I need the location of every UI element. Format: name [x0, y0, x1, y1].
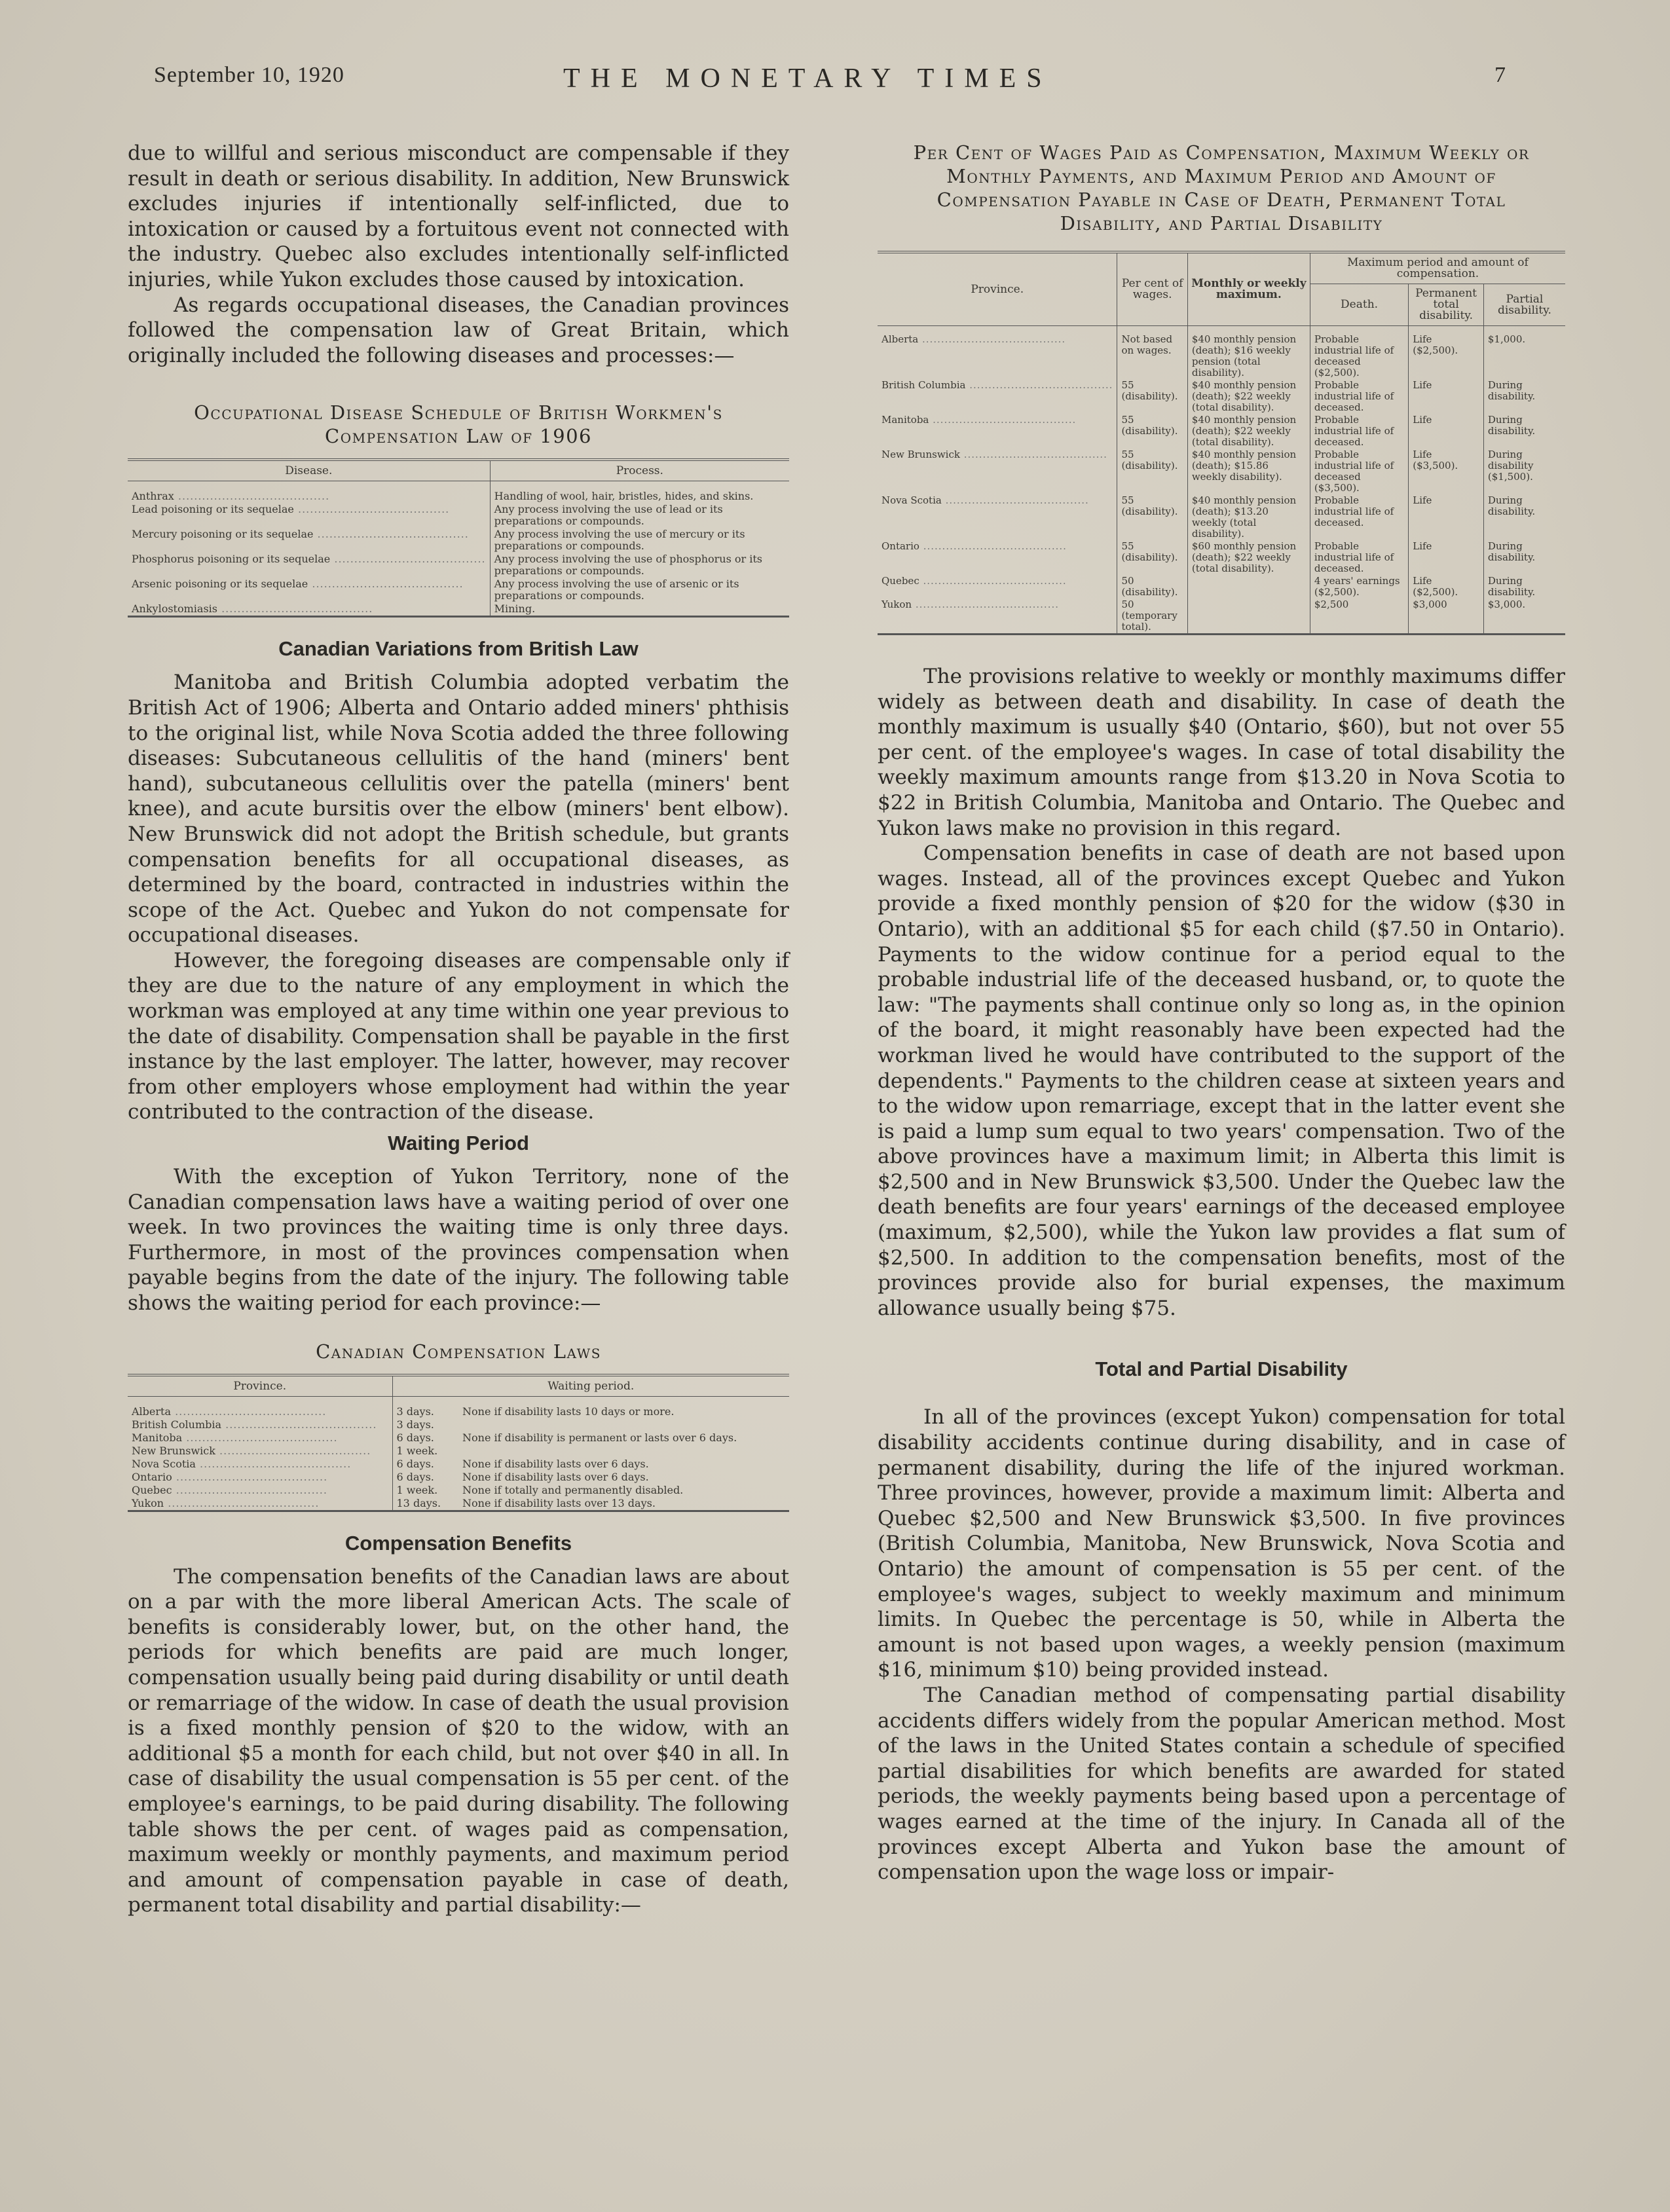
paragraph: The provisions relative to weekly or monthly maximums differ widely as between death and disability. In case of death the monthly maximum is usually $40 (Ontario, $60), but not over 55 per cent. of the employee's wages. In case of total disability the weekly maximum amounts range from $13.20 in Nova Scotia to $22 in British Columbia, Manitoba and Ontario. The Quebec and Yukon laws make no provision in this regard.: [878, 665, 1565, 840]
waiting-period-table: [128, 1374, 789, 1512]
paragraph: With the exception of Yukon Territory, none of the Canadian compensation laws have a waiting period of over one week. In two provinces the waiting time is only three days. Furthermore, in most of the provinces compensation when payable begins from the date of the injury. The following table shows the waiting period for each province:—: [128, 1165, 789, 1315]
table-row: [128, 1471, 789, 1484]
province-cell: British Columbia .....: [878, 379, 1117, 414]
province-cell: Quebec .....: [878, 575, 1117, 599]
permanent-cell: Life: [1409, 414, 1484, 449]
province-cell: Manitoba .....: [128, 1431, 392, 1445]
days-cell: 13 days.: [392, 1497, 458, 1511]
days-cell: 1 week.: [392, 1484, 458, 1497]
death-cell: Probable industrial life of deceased.: [1310, 494, 1408, 540]
process-cell: Any process involving the use of arsenic or its preparations or compounds.: [490, 578, 789, 602]
table-row: [878, 575, 1565, 599]
province-cell: Yukon .....: [878, 599, 1117, 635]
section-heading: Canadian Variations from British Law: [278, 637, 639, 661]
partial-cell: During disability.: [1483, 540, 1565, 575]
disease-cell: Mercury poisoning or its sequelae .....: [128, 528, 490, 553]
permanent-cell: Life: [1409, 379, 1484, 414]
table-row: [128, 602, 789, 617]
death-cell: Probable industrial life of deceased.: [1310, 379, 1408, 414]
province-cell: Alberta .....: [878, 326, 1117, 380]
column-header: Permanent total disability.: [1409, 284, 1484, 326]
column-header: Per cent of wages.: [1117, 252, 1187, 326]
disease-cell: Ankylostomiasis .....: [128, 602, 490, 617]
publication-title: THE MONETARY TIMES: [563, 64, 1052, 94]
column-header: Process.: [490, 460, 789, 481]
paragraph: due to willful and serious misconduct are compensable if they result in death or serious disability. In addition, New Brunswick excludes injuries if intentionally self-inflicted, due to intoxication or caused by a fortuitous event not connected with the industry. Quebec also excludes intentionally self-inflicted injuries, while Yukon excludes those caused by intoxication.: [128, 141, 789, 291]
permanent-cell: $3,000: [1409, 599, 1484, 635]
maximum-cell: $60 monthly pension (death); $22 weekly (total disability).: [1187, 540, 1310, 575]
page-number: 7: [1494, 63, 1506, 87]
maximum-cell: [1187, 599, 1310, 635]
death-cell: Probable industrial life of deceased.: [1310, 540, 1408, 575]
percent-cell: 50 (temporary total).: [1117, 599, 1187, 635]
column-header-group: Maximum period and amount of compensation.: [1310, 252, 1565, 284]
paragraph: The Canadian method of compensating partial disability accidents differs widely from the popular American method. Most of the laws in the United States contain a schedule of specified partial disabilities for which benefits are awarded for stated periods, the weekly payments being based upon a percentage of wages earned at the time of the injury. In Canada all of the provinces except Alberta and Yukon base the amount of compensation upon the wage loss or impair-: [878, 1683, 1565, 1885]
table-row: [878, 326, 1565, 380]
condition-cell: None if totally and permanently disabled.: [462, 1483, 684, 1496]
partial-cell: During disability ($1,500).: [1483, 449, 1565, 494]
table-row: [128, 503, 789, 528]
province-cell: Nova Scotia .....: [128, 1458, 392, 1471]
paragraph: Manitoba and British Columbia adopted verbatim the British Act of 1906; Alberta and Ontario added miners' phthisis to the original list, while Nova Scotia added the three following diseases: Subcutaneous cellulitis of the hand (miners' bent hand), subcutaneous cellulitis over the patella (miners' bent knee), and acute bursitis over the elbow (miners' bent elbow). New Brunswick did not adopt the British schedule, but grants compensation benefits for all occupational diseases, as determined by the board, contracted in industries within the scope of the Act. Quebec and Yukon do not compensate for occupational diseases.: [128, 671, 789, 948]
process-cell: Any process involving the use of mercury or its preparations or compounds.: [490, 528, 789, 553]
disease-cell: Arsenic poisoning or its sequelae .....: [128, 578, 490, 602]
table-title: Per Cent of Wages Paid as Compensation, Maximum Weekly or Monthly Payments, and Maximum Period and Amount of Compensation Payable in Case of Death, Permanent Total Disability, and Partial Disability: [913, 141, 1530, 234]
death-cell: Probable industrial life of deceased ($2,500).: [1310, 326, 1408, 380]
table-row: [128, 553, 789, 578]
province-cell: Ontario .....: [128, 1471, 392, 1484]
process-cell: Any process involving the use of phosphorus or its preparations or compounds.: [490, 553, 789, 578]
condition-cell: None if disability lasts 10 days or more.: [462, 1405, 675, 1418]
table-row: [878, 379, 1565, 414]
condition-cell: [458, 1418, 789, 1431]
column-header: Province.: [971, 282, 1024, 296]
partial-cell: During disability.: [1483, 414, 1565, 449]
column-header: Waiting period.: [392, 1375, 789, 1397]
death-cell: 4 years' earnings ($2,500).: [1310, 575, 1408, 599]
condition-cell: None if disability lasts over 6 days.: [462, 1470, 649, 1483]
province-cell: New Brunswick .....: [128, 1445, 392, 1458]
maximum-cell: $40 monthly pension (death); $16 weekly pension (total disability).: [1187, 326, 1310, 380]
condition-cell: None if disability is permanent or lasts over 6 days.: [462, 1431, 737, 1444]
province-cell: Ontario .....: [878, 540, 1117, 575]
paragraph: As regards occupational diseases, the Canadian provinces followed the compensation law of Great Britain, which originally included the following diseases and processes:—: [128, 293, 789, 367]
province-cell: Quebec .....: [128, 1484, 392, 1497]
paragraph: The compensation benefits of the Canadian laws are about on a par with the more liberal American Acts. The scale of benefits is considerably lower, but, on the other hand, the periods for which benefits are paid are much longer, compensation usually being paid during disability or until death or remarriage of the widow. In case of death the usual provision is a fixed monthly pension of $20 to the widow, with an additional $5 a month for each child, but not over $40 in all. In case of disability the usual compensation is 55 per cent. of the employee's earnings, to be paid during disability. The following table shows the per cent. of wages paid as compensation, maximum weekly or monthly payments, and maximum period and amount of compensation payable in case of death, permanent total disability and partial disability:—: [128, 1564, 789, 1917]
death-cell: Probable industrial life of deceased.: [1310, 414, 1408, 449]
permanent-cell: Life ($2,500).: [1409, 575, 1484, 599]
percent-cell: 55 (disability).: [1117, 449, 1187, 494]
table-title: Occupational Disease Schedule of British Workmen's Compensation Law of 1906: [194, 401, 723, 448]
province-cell: Yukon .....: [128, 1497, 392, 1511]
paragraph: In all of the provinces (except Yukon) compensation for total disability accidents continue during disability, and in case of permanent disability, during the life of the injured workman. Three provinces, however, provide a maximum limit: Alberta and Quebec $2,500 and New Brunswick $3,500. In five provinces (British Columbia, Manitoba, New Brunswick, Nova Scotia and Ontario) the amount of compensation is 55 per cent. of the employee's wages, subject to weekly maximum and minimum limits. In Quebec the percentage is 50, while in Alberta the amount is not based upon wages, a weekly pension (maximum $16, minimum $10) being provided instead.: [878, 1405, 1565, 1682]
permanent-cell: Life: [1409, 540, 1484, 575]
table-row: [128, 1458, 789, 1471]
condition-cell: [458, 1445, 789, 1458]
condition-cell: None if disability lasts over 13 days.: [462, 1496, 656, 1509]
province-cell: Manitoba .....: [878, 414, 1117, 449]
death-cell: $2,500: [1310, 599, 1408, 635]
paragraph: Compensation benefits in case of death are not based upon wages. Instead, all of the provinces except Quebec and Yukon provide a fixed monthly pension of $20 for the widow ($30 in Ontario), with an additional $5 for each child ($7.50 in Ontario). Payments to the widow continue for a period equal to the probable industrial life of the deceased husband, or, to quote the law: "The payments shall continue only so long as, in the opinion of the board, it might reasonably have been expected had the workman lived he would have contributed to the support of the dependents." Payments to the children cease at sixteen years and to the widow upon remarriage, except that in the latter event she is paid a lump sum equal to two years' compensation. Two of the above provinces have a maximum limit; in Alberta this limit is $2,500 and in New Brunswick $3,500. Under the Quebec law the death benefits are four years' earnings of the deceased employee (maximum, $2,500), while the Yukon law provides a flat sum of $2,500. In addition to the compensation benefits, most of the provinces provide also for burial expenses, the maximum allowance usually being $75.: [878, 841, 1565, 1320]
partial-cell: $1,000.: [1483, 326, 1565, 380]
percent-cell: Not based on wages.: [1117, 326, 1187, 380]
disease-cell: Anthrax .....: [128, 481, 490, 504]
section-heading: Total and Partial Disability: [1095, 1357, 1348, 1381]
percent-cell: 50 (disability).: [1117, 575, 1187, 599]
death-cell: Probable industrial life of deceased ($3,500).: [1310, 449, 1408, 494]
percent-cell: 55 (disability).: [1117, 540, 1187, 575]
maximum-cell: $40 monthly pension (death); $22 weekly (total disability).: [1187, 414, 1310, 449]
table-row: [128, 1431, 789, 1445]
table-row: [878, 414, 1565, 449]
left-column: [128, 141, 789, 1918]
disease-cell: Lead poisoning or its sequelae .....: [128, 503, 490, 528]
permanent-cell: Life: [1409, 494, 1484, 540]
process-cell: Mining.: [490, 602, 789, 617]
maximum-cell: $40 monthly pension (death); $22 weekly (total disability).: [1187, 379, 1310, 414]
table-row: [128, 578, 789, 602]
column-header: Disease.: [285, 464, 333, 478]
table-row: [878, 449, 1565, 494]
province-cell: British Columbia .....: [128, 1418, 392, 1431]
days-cell: 1 week.: [392, 1445, 458, 1458]
right-column: [878, 141, 1565, 1885]
percent-cell: 55 (disability).: [1117, 414, 1187, 449]
days-cell: 6 days.: [392, 1431, 458, 1445]
compensation-table: [878, 251, 1565, 635]
permanent-cell: Life ($2,500).: [1409, 326, 1484, 380]
table-row: [878, 599, 1565, 635]
section-heading: Compensation Benefits: [344, 1531, 572, 1555]
table-row: [878, 494, 1565, 540]
province-cell: Nova Scotia .....: [878, 494, 1117, 540]
partial-cell: $3,000.: [1483, 599, 1565, 635]
table-row: [128, 481, 789, 504]
province-cell: Alberta .....: [128, 1396, 392, 1418]
column-header: Partial disability.: [1483, 284, 1565, 326]
permanent-cell: Life ($3,500).: [1409, 449, 1484, 494]
partial-cell: During disability.: [1483, 494, 1565, 540]
days-cell: 3 days.: [392, 1418, 458, 1431]
paragraph: However, the foregoing diseases are compensable only if they are due to the nature of any employment in which the workman was employed at any time within one year previous to the date of disability. Compensation shall be payable in the first instance by the last employer. The latter, however, may recover from other employers whose employment had within the year contributed to the contraction of the disease.: [128, 948, 789, 1124]
table-row: [128, 1484, 789, 1497]
process-cell: Handling of wool, hair, bristles, hides, and skins.: [490, 481, 789, 504]
partial-cell: During disability.: [1483, 575, 1565, 599]
days-cell: 6 days.: [392, 1471, 458, 1484]
days-cell: 6 days.: [392, 1458, 458, 1471]
percent-cell: 55 (disability).: [1117, 494, 1187, 540]
maximum-cell: [1187, 575, 1310, 599]
condition-cell: None if disability lasts over 6 days.: [462, 1457, 649, 1470]
table-title: Canadian Compensation Laws: [316, 1340, 601, 1363]
table-row: [128, 1418, 789, 1431]
maximum-cell: $40 monthly pension (death); $15.86 weekly disability).: [1187, 449, 1310, 494]
province-cell: New Brunswick .....: [878, 449, 1117, 494]
maximum-cell: $40 monthly pension (death); $13.20 weekly (total disability).: [1187, 494, 1310, 540]
issue-date: September 10, 1920: [154, 63, 344, 87]
table-row: [878, 540, 1565, 575]
column-header: Death.: [1310, 284, 1408, 326]
table-row: [128, 1497, 789, 1511]
section-heading: Waiting Period: [388, 1132, 529, 1155]
table-row: [128, 1445, 789, 1458]
disease-schedule-table: [128, 458, 789, 618]
table-row: [128, 1396, 789, 1418]
days-cell: 3 days.: [392, 1396, 458, 1418]
table-row: [128, 528, 789, 553]
percent-cell: 55 (disability).: [1117, 379, 1187, 414]
partial-cell: During disability.: [1483, 379, 1565, 414]
disease-cell: Phosphorus poisoning or its sequelae .....: [128, 553, 490, 578]
process-cell: Any process involving the use of lead or its preparations or compounds.: [490, 503, 789, 528]
column-header: Province.: [233, 1379, 287, 1393]
column-header: Monthly or weekly maximum.: [1187, 252, 1310, 326]
